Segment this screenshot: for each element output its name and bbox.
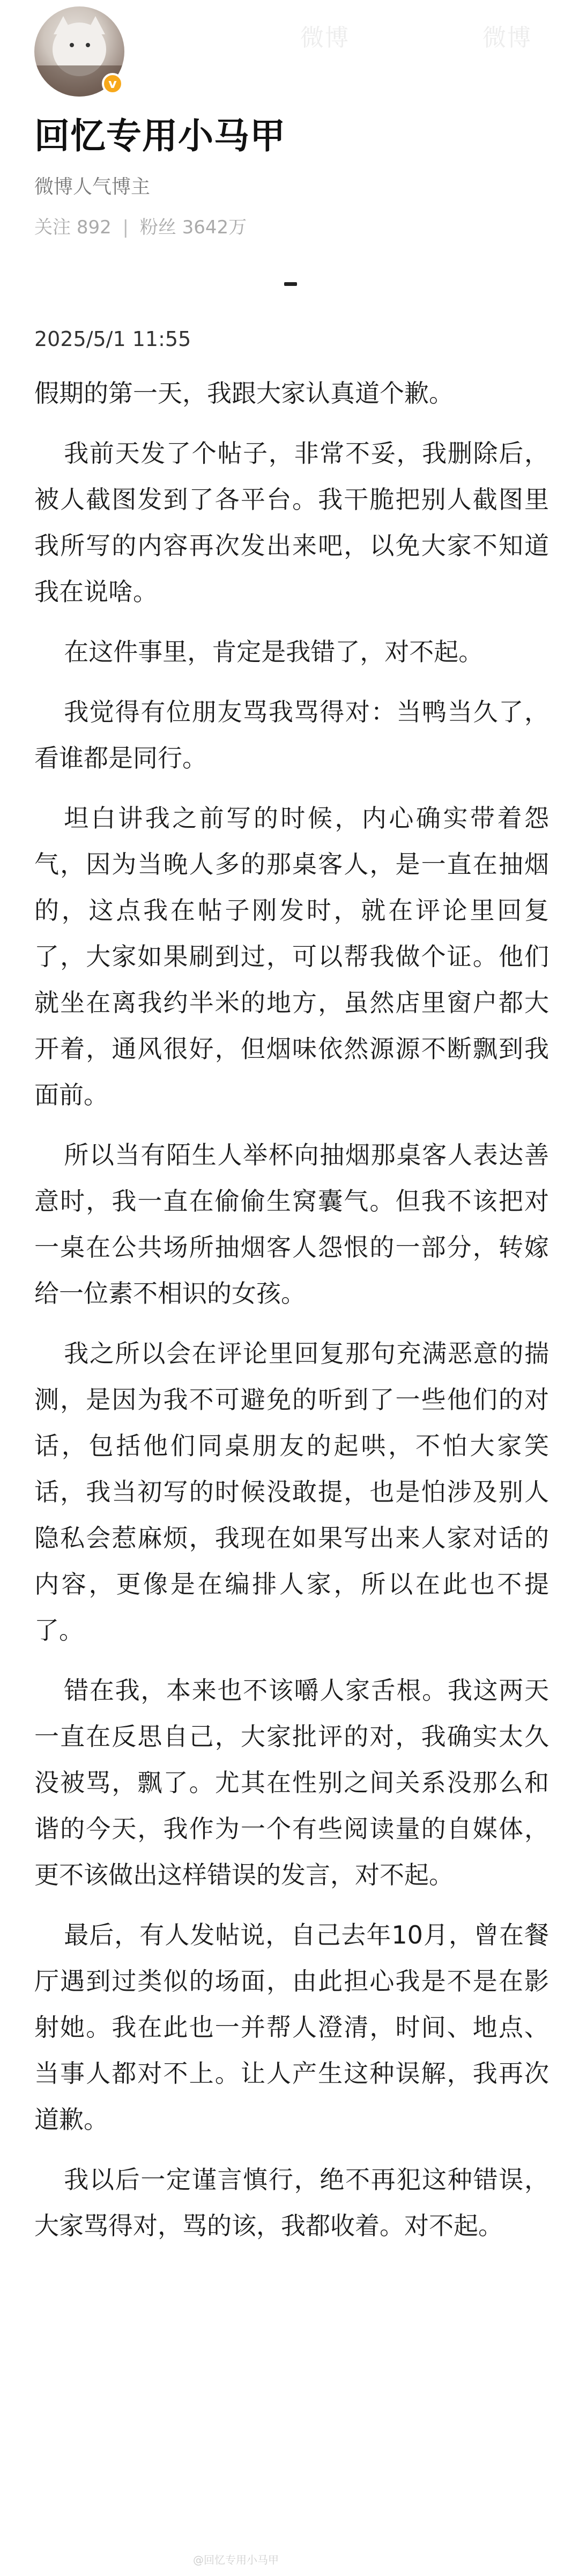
post-paragraph: 最后，有人发帖说，自己去年10月，曾在餐厅遇到过类似的场面，由此担心我是不是在影射她。我在此也一并帮人澄清，时间、地点、当事人都对不上。让人产生这种误解，我再次道歉。 [34,1920,549,2134]
footer-watermark: @回忆专用小马甲 [193,2553,279,2566]
post-body [34,370,549,2263]
fans-label: 粉丝 [139,217,176,238]
footer-strip [0,2543,579,2576]
post-paragraph: 错在我，本来也不该嚼人家舌根。我这两天一直在反思自己，大家批评的对，我确实太久没被骂，飘了。尤其在性别之间关系没那么和谐的今天，我作为一个有些阅读量的自媒体，更不该做出这样错误的发言，对不起。 [34,1676,549,1889]
post-paragraph: 我觉得有位朋友骂我骂得对：当鸭当久了，看谁都是同行。 [34,697,549,772]
post-paragraph: 我之所以会在评论里回复那句充满恶意的揣测，是因为我不可避免的听到了一些他们的对话，包括他们同桌朋友的起哄，不怕大家笑话，我当初写的时候没敢提，也是怕涉及别人隐私会惹麻烦，我现在如果写出来人家对话的内容，更像是在编排人家，所以在此也不提了。 [34,1339,549,1645]
avatar[interactable] [34,6,124,97]
verified-badge-icon: v [102,73,123,94]
follow-count[interactable]: 892 [76,217,112,238]
profile-role: 微博人气博主 [34,176,151,198]
post-paragraph: 坦白讲我之前写的时候，内心确实带着怨气，因为当晚人多的那桌客人，是一直在抽烟的，这点我在帖子刚发时，就在评论里回复了，大家如果刷到过，可以帮我做个证。他们就坐在离我约半米的地方，虽然店里窗户都大开着，通风很好，但烟味依然源源不断飘到我面前。 [34,804,549,1109]
post-paragraph: 在这件事里，肯定是我错了，对不起。 [64,637,484,666]
divider: | [122,217,129,238]
follow-label: 关注 [34,217,71,238]
post-paragraph: 我以后一定谨言慎行，绝不再犯这种错误，大家骂得对，骂的该，我都收着。对不起。 [34,2165,549,2240]
watermark-text: 微博 [300,24,350,51]
post-paragraph: 假期的第一天，我跟大家认真道个歉。 [34,379,454,408]
post-paragraph: 我前天发了个帖子，非常不妥，我删除后，被人截图发到了各平台。我干脆把别人截图里我所写的内容再次发出来吧，以免大家不知道我在说啥。 [34,439,549,606]
profile-name[interactable]: 回忆专用小马甲 [34,115,286,157]
section-divider [284,282,297,286]
post-paragraph: 所以当有陌生人举杯向抽烟那桌客人表达善意时，我一直在偷偷生窝囊气。但我不该把对一桌在公共场所抽烟客人怨恨的一部分，转嫁给一位素不相识的女孩。 [34,1140,549,1308]
fans-count[interactable]: 3642万 [182,217,247,238]
watermark-text: 微博 [482,24,532,51]
profile-stats [34,212,247,239]
post-date: 2025/5/1 11:55 [34,327,191,351]
